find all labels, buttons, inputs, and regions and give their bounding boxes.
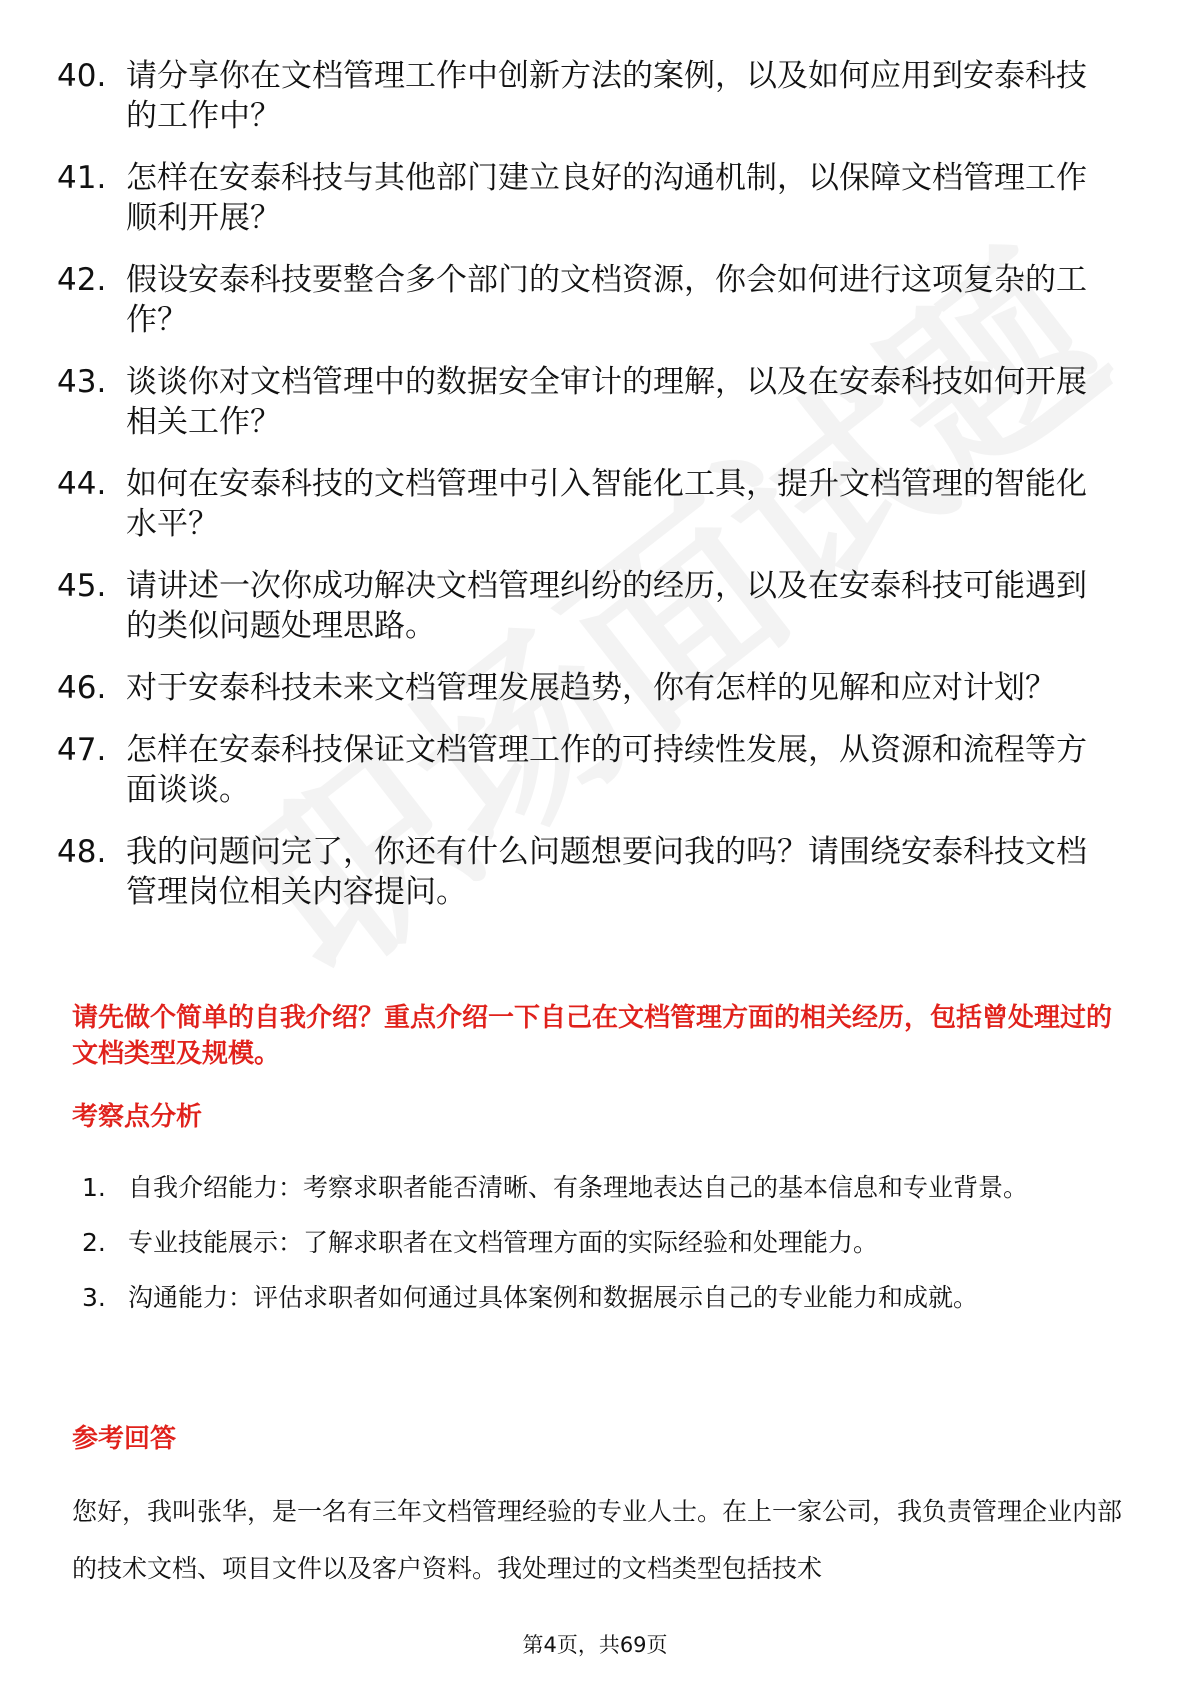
featured-question: 请先做个简单的自我介绍？重点介绍一下自己在文档管理方面的相关经历，包括曾处理过的文档类型及规模。 <box>72 1003 1113 1069</box>
question-item <box>57 464 1117 544</box>
question-text: 谈谈你对文档管理中的数据安全审计的理解，以及在安泰科技如何开展相关工作？ <box>126 364 1087 440</box>
question-item <box>57 158 1117 238</box>
question-number: 44. <box>57 466 107 502</box>
question-number: 41. <box>57 160 107 196</box>
question-list <box>57 56 1117 934</box>
question-text: 怎样在安泰科技与其他部门建立良好的沟通机制，以保障文档管理工作顺利开展？ <box>126 160 1087 236</box>
question-item <box>57 566 1117 646</box>
analysis-number: 3. <box>82 1283 106 1312</box>
question-number: 42. <box>57 262 107 298</box>
analysis-text: 专业技能展示：了解求职者在文档管理方面的实际经验和处理能力。 <box>128 1228 879 1257</box>
question-item <box>57 362 1117 442</box>
question-number: 40. <box>57 58 107 94</box>
analysis-item <box>82 1160 1122 1215</box>
analysis-item <box>82 1270 1122 1325</box>
question-text: 请分享你在文档管理工作中创新方法的案例，以及如何应用到安泰科技的工作中？ <box>126 58 1087 134</box>
question-item <box>57 668 1117 708</box>
question-item <box>57 260 1117 340</box>
analysis-number: 1. <box>82 1173 106 1202</box>
reference-heading: 参考回答 <box>72 1424 177 1454</box>
analysis-text: 自我介绍能力：考察求职者能否清晰、有条理地表达自己的基本信息和专业背景。 <box>128 1173 1029 1202</box>
question-item <box>57 832 1117 912</box>
question-number: 45. <box>57 568 107 604</box>
question-text: 如何在安泰科技的文档管理中引入智能化工具，提升文档管理的智能化水平？ <box>126 466 1087 542</box>
question-number: 46. <box>57 670 107 706</box>
analysis-item <box>82 1215 1122 1270</box>
question-number: 43. <box>57 364 107 400</box>
question-item <box>57 730 1117 810</box>
question-text: 请讲述一次你成功解决文档管理纠纷的经历，以及在安泰科技可能遇到的类似问题处理思路。 <box>126 568 1087 644</box>
reference-answer: 您好，我叫张华，是一名有三年文档管理经验的专业人士。在上一家公司，我负责管理企业内部的技术文档、项目文件以及客户资料。我处理过的文档类型包括技术 <box>72 1497 1123 1583</box>
question-text: 我的问题问完了，你还有什么问题想要问我的吗？请围绕安泰科技文档管理岗位相关内容提问。 <box>126 834 1087 910</box>
question-text: 假设安泰科技要整合多个部门的文档资源，你会如何进行这项复杂的工作？ <box>126 262 1087 338</box>
question-number: 47. <box>57 732 107 768</box>
analysis-heading: 考察点分析 <box>72 1102 203 1132</box>
analysis-text: 沟通能力：评估求职者如何通过具体案例和数据展示自己的专业能力和成就。 <box>128 1283 979 1312</box>
question-number: 48. <box>57 834 107 870</box>
question-text: 怎样在安泰科技保证文档管理工作的可持续性发展，从资源和流程等方面谈谈。 <box>126 732 1087 808</box>
page-footer: 第4页，共69页 <box>522 1633 668 1657</box>
question-text: 对于安泰科技未来文档管理发展趋势，你有怎样的见解和应对计划？ <box>126 670 1056 706</box>
question-item <box>57 56 1117 136</box>
analysis-list <box>82 1160 1122 1325</box>
analysis-number: 2. <box>82 1228 106 1257</box>
